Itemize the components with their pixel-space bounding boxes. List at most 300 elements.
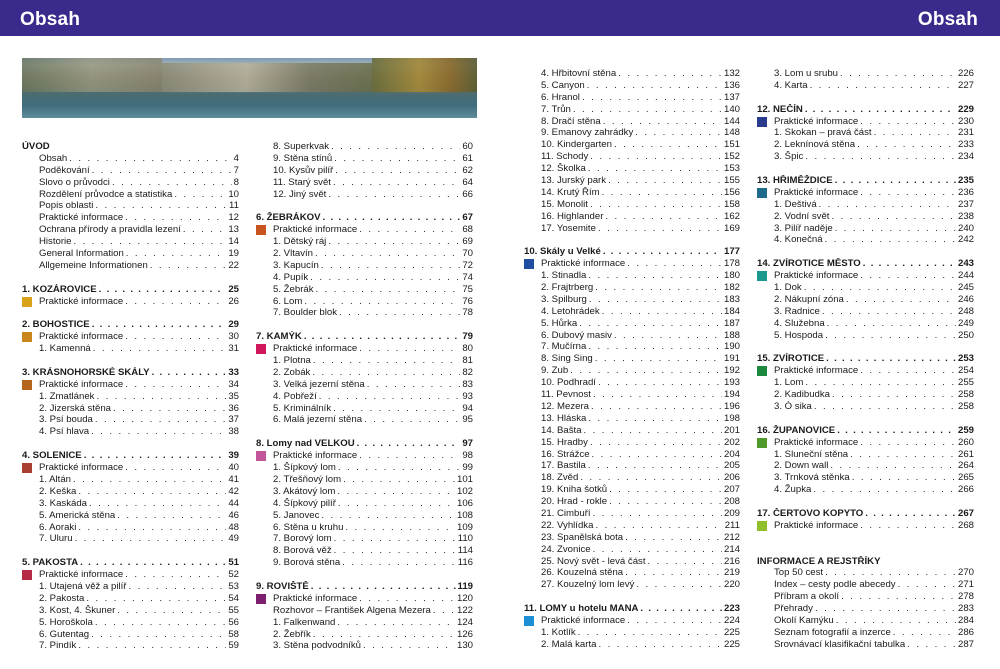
- dot-leader: [95, 200, 227, 212]
- toc-entry[interactable]: [524, 127, 740, 139]
- toc-label: 17. Yosemite: [541, 222, 596, 234]
- practical-info-entry[interactable]: [524, 258, 740, 270]
- toc-entry[interactable]: [22, 165, 239, 177]
- toc-entry[interactable]: [757, 460, 974, 472]
- toc-entry[interactable]: [22, 593, 239, 605]
- section-heading[interactable]: [22, 450, 239, 462]
- practical-info-entry[interactable]: [22, 569, 239, 581]
- dot-leader: [78, 640, 226, 652]
- section-heading[interactable]: [256, 438, 473, 450]
- toc-entry[interactable]: [524, 377, 740, 389]
- toc-entry[interactable]: [524, 116, 740, 128]
- practical-info-entry[interactable]: [22, 331, 239, 343]
- toc-entry[interactable]: [22, 605, 239, 617]
- toc-entry[interactable]: [256, 522, 473, 534]
- toc-entry[interactable]: [757, 282, 974, 294]
- toc-entry[interactable]: [524, 365, 740, 377]
- toc-entry[interactable]: [524, 508, 740, 520]
- dot-leader: [588, 270, 722, 282]
- toc-label: 11. Starý svět: [273, 176, 331, 188]
- practical-info-entry[interactable]: [757, 270, 974, 282]
- practical-info-entry[interactable]: [757, 187, 974, 199]
- toc-label: 11. Schody: [541, 151, 589, 163]
- section-heading[interactable]: [256, 212, 473, 224]
- toc-entry[interactable]: [524, 270, 740, 282]
- toc-label: 1. Skokan – pravá část: [774, 127, 872, 139]
- toc-entry[interactable]: [22, 403, 239, 415]
- page-number: 29: [228, 319, 239, 331]
- toc-label: 2. Vodní svět: [774, 210, 830, 222]
- toc-entry[interactable]: [757, 318, 974, 330]
- toc-entry[interactable]: [22, 224, 239, 236]
- toc-entry[interactable]: [524, 520, 740, 532]
- dot-leader: [73, 474, 226, 486]
- toc-entry[interactable]: [757, 484, 974, 496]
- page-number: 284: [957, 614, 974, 626]
- toc-entry[interactable]: [524, 627, 740, 639]
- dot-leader: [304, 296, 460, 308]
- toc-label: Příbram a okolí: [774, 591, 840, 603]
- toc-label: 1. Plotna: [273, 355, 311, 367]
- toc-label: 5. Horoškola: [39, 616, 93, 628]
- toc-entry[interactable]: [524, 567, 740, 579]
- practical-info-entry[interactable]: [22, 379, 239, 391]
- toc-entry[interactable]: [256, 474, 473, 486]
- toc-entry[interactable]: [256, 177, 473, 189]
- toc-label: 1. KOZÁROVICE: [22, 283, 97, 295]
- dot-leader: [367, 379, 461, 391]
- toc-entry[interactable]: [256, 141, 473, 153]
- spacer: [757, 413, 974, 425]
- page-number: 76: [462, 295, 473, 307]
- toc-entry[interactable]: [524, 389, 740, 401]
- toc-label: 5. Americká stěna: [39, 509, 116, 521]
- toc-label: 1. Utajená věž a pilíř: [39, 580, 127, 592]
- page-number: 283: [957, 603, 974, 615]
- dot-leader: [590, 151, 722, 163]
- toc-entry[interactable]: [22, 248, 239, 260]
- spacer: [256, 200, 473, 212]
- dot-leader: [334, 533, 456, 545]
- toc-label: 7. Pindík: [39, 640, 77, 652]
- toc-entry[interactable]: [524, 579, 740, 591]
- toc-entry[interactable]: [757, 639, 974, 651]
- page-number: 268: [957, 519, 974, 531]
- toc-label: 4. SOLENICE: [22, 450, 82, 462]
- section-heading[interactable]: [524, 246, 740, 258]
- dot-leader: [78, 486, 226, 498]
- toc-label: 2. Zobák: [273, 366, 311, 378]
- toc-entry[interactable]: [524, 341, 740, 353]
- dot-leader: [835, 223, 956, 235]
- toc-label: 3. KRÁSNOHORSKÉ SKÁLY: [22, 366, 150, 378]
- dot-leader: [334, 545, 456, 557]
- toc-entry[interactable]: [757, 330, 974, 342]
- toc-entry[interactable]: [256, 557, 473, 569]
- toc-entry[interactable]: [524, 92, 740, 104]
- practical-info-entry[interactable]: [256, 224, 473, 236]
- dot-leader: [609, 496, 722, 508]
- toc-entry[interactable]: [524, 460, 740, 472]
- page-number: 237: [957, 198, 974, 210]
- page-number: 12: [228, 212, 239, 224]
- practical-info-entry[interactable]: [22, 296, 239, 308]
- toc-label: 4. Letohrádek: [541, 305, 600, 317]
- toc-entry[interactable]: [757, 603, 974, 615]
- page-number: 193: [723, 377, 740, 389]
- toc-label: 6. Malá jezerní stěna: [273, 414, 363, 426]
- page-number: 194: [723, 389, 740, 401]
- toc-entry[interactable]: [22, 617, 239, 629]
- toc-label: Popis oblasti: [39, 200, 94, 212]
- toc-entry[interactable]: [22, 177, 239, 189]
- page-number: 229: [957, 103, 974, 115]
- toc-entry[interactable]: [22, 426, 239, 438]
- page-number: 183: [723, 293, 740, 305]
- toc-entry[interactable]: [256, 617, 473, 629]
- page-number: 162: [723, 210, 740, 222]
- page-title-right: Obsah: [917, 9, 978, 30]
- practical-info-entry[interactable]: [524, 615, 740, 627]
- toc-entry[interactable]: [256, 189, 473, 201]
- toc-label: 18. Zvěd: [541, 472, 579, 484]
- dot-leader: [831, 211, 956, 223]
- dot-leader: [345, 522, 455, 534]
- toc-label: 9. Emanovy zahrádky: [541, 127, 634, 139]
- toc-entry[interactable]: [757, 306, 974, 318]
- toc-entry[interactable]: [22, 510, 239, 522]
- section-heading[interactable]: [256, 331, 473, 343]
- dot-leader: [825, 567, 956, 579]
- page-number: 75: [462, 283, 473, 295]
- toc-entry[interactable]: [256, 403, 473, 415]
- page-number: 130: [456, 640, 473, 652]
- toc-entry[interactable]: [524, 472, 740, 484]
- practical-info-entry[interactable]: [256, 593, 473, 605]
- toc-entry[interactable]: [256, 355, 473, 367]
- page-number: 108: [456, 509, 473, 521]
- toc-entry[interactable]: [757, 127, 974, 139]
- spacer: [757, 92, 974, 104]
- page-number: 198: [723, 412, 740, 424]
- dot-leader: [433, 605, 455, 617]
- toc-entry[interactable]: [757, 211, 974, 223]
- toc-entry[interactable]: [22, 474, 239, 486]
- toc-entry[interactable]: [524, 68, 740, 80]
- toc-entry[interactable]: [256, 605, 473, 617]
- practical-info-entry[interactable]: [757, 437, 974, 449]
- toc-entry[interactable]: [757, 68, 974, 80]
- toc-entry[interactable]: [757, 472, 974, 484]
- practical-info-entry[interactable]: [256, 343, 473, 355]
- toc-entry[interactable]: [256, 296, 473, 308]
- dot-leader: [96, 391, 226, 403]
- section-heading[interactable]: [757, 425, 974, 437]
- toc-entry[interactable]: [22, 260, 239, 272]
- section-heading[interactable]: [757, 104, 974, 116]
- toc-entry[interactable]: [524, 449, 740, 461]
- toc-label: 4. Župka: [774, 484, 812, 496]
- toc-label: 8. Borová věž: [273, 545, 332, 557]
- toc-entry[interactable]: [524, 401, 740, 413]
- section-heading[interactable]: [757, 508, 974, 520]
- toc-entry[interactable]: [256, 545, 473, 557]
- toc-entry[interactable]: [256, 272, 473, 284]
- toc-label: 13. HŘIMĚŽDICE: [757, 175, 833, 187]
- toc-entry[interactable]: [524, 223, 740, 235]
- toc-entry[interactable]: [524, 306, 740, 318]
- dot-leader: [603, 246, 722, 258]
- toc-entry[interactable]: [256, 153, 473, 165]
- page-number: 240: [957, 222, 974, 234]
- toc-entry[interactable]: [524, 353, 740, 365]
- toc-label: Praktické informace: [39, 462, 124, 474]
- toc-entry[interactable]: [256, 367, 473, 379]
- toc-label: General Information: [39, 248, 124, 260]
- toc-entry[interactable]: [757, 615, 974, 627]
- dot-leader: [625, 532, 722, 544]
- toc-entry[interactable]: [524, 80, 740, 92]
- toc-label: 1. Kamenná: [39, 343, 91, 355]
- toc-entry[interactable]: [524, 175, 740, 187]
- toc-entry[interactable]: [256, 260, 473, 272]
- section-heading[interactable]: [757, 175, 974, 187]
- dot-leader: [80, 557, 226, 569]
- toc-entry[interactable]: [757, 223, 974, 235]
- toc-entry[interactable]: [757, 80, 974, 92]
- page-number: 61: [462, 152, 473, 164]
- toc-entry[interactable]: [22, 640, 239, 652]
- toc-label: 4. Hřbitovní stěna: [541, 68, 617, 79]
- toc-entry[interactable]: [22, 189, 239, 201]
- section-heading[interactable]: [22, 141, 239, 153]
- toc-entry[interactable]: [757, 389, 974, 401]
- toc-entry[interactable]: [757, 449, 974, 461]
- toc-entry[interactable]: [524, 413, 740, 425]
- page-number: 102: [456, 485, 473, 497]
- dot-leader: [323, 212, 461, 224]
- toc-entry[interactable]: [256, 391, 473, 403]
- dot-leader: [860, 116, 956, 128]
- toc-entry[interactable]: [22, 200, 239, 212]
- toc-entry[interactable]: [256, 498, 473, 510]
- page-number: 259: [957, 424, 974, 436]
- toc-entry[interactable]: [256, 510, 473, 522]
- toc-entry[interactable]: [524, 282, 740, 294]
- toc-entry[interactable]: [22, 581, 239, 593]
- section-heading[interactable]: [22, 319, 239, 331]
- page-number: 14: [228, 236, 239, 248]
- section-heading[interactable]: [757, 258, 974, 270]
- toc-entry[interactable]: [22, 533, 239, 545]
- page-number: 44: [228, 497, 239, 509]
- toc-entry[interactable]: [256, 533, 473, 545]
- toc-entry[interactable]: [256, 462, 473, 474]
- dot-leader: [813, 484, 956, 496]
- dot-leader: [333, 403, 460, 415]
- toc-entry[interactable]: [256, 629, 473, 641]
- toc-entry[interactable]: [256, 248, 473, 260]
- section-color-square: [757, 366, 767, 376]
- page-number: 258: [957, 389, 974, 401]
- toc-label: 5. Hůrka: [541, 317, 578, 329]
- toc-entry[interactable]: [524, 211, 740, 223]
- dot-leader: [614, 330, 722, 342]
- practical-info-entry[interactable]: [757, 365, 974, 377]
- toc-label: 7. Trůn: [541, 103, 571, 115]
- toc-entry[interactable]: [757, 377, 974, 389]
- toc-label: 1. Dětský ráj: [273, 236, 327, 248]
- toc-label: 2. Down wall: [774, 460, 829, 472]
- toc-entry[interactable]: [524, 544, 740, 556]
- toc-entry[interactable]: [757, 234, 974, 246]
- toc-entry[interactable]: [256, 165, 473, 177]
- section-heading[interactable]: [22, 557, 239, 569]
- toc-label: 10. Podhradí: [541, 377, 596, 389]
- toc-label: 2. Žebřík: [273, 628, 311, 640]
- toc-entry[interactable]: [757, 627, 974, 639]
- page-number: 124: [456, 616, 473, 628]
- page-number: 93: [462, 390, 473, 402]
- page-number: 266: [957, 484, 974, 496]
- page-number: 62: [462, 164, 473, 176]
- toc-label: 1. Sluneční stěna: [774, 448, 849, 460]
- toc-entry[interactable]: [524, 425, 740, 437]
- toc-entry[interactable]: [757, 294, 974, 306]
- toc-entry[interactable]: [22, 236, 239, 248]
- toc-entry[interactable]: [256, 284, 473, 296]
- toc-label: 2. Kadibudka: [774, 389, 831, 401]
- toc-entry[interactable]: [22, 498, 239, 510]
- toc-entry[interactable]: [757, 151, 974, 163]
- toc-entry[interactable]: [256, 236, 473, 248]
- page-number: 216: [723, 555, 740, 567]
- toc-entry[interactable]: [256, 640, 473, 652]
- dot-leader: [328, 189, 460, 201]
- practical-info-entry[interactable]: [757, 520, 974, 532]
- toc-entry[interactable]: [524, 532, 740, 544]
- toc-entry[interactable]: [524, 318, 740, 330]
- page-number: 33: [228, 366, 239, 378]
- dot-leader: [635, 127, 722, 139]
- page-number: 255: [957, 377, 974, 389]
- dot-leader: [310, 272, 460, 284]
- toc-entry[interactable]: [524, 163, 740, 175]
- dot-leader: [582, 92, 722, 104]
- toc-column-3: [524, 68, 740, 651]
- dot-leader: [338, 462, 460, 474]
- toc-label: 5. Janovec: [273, 509, 320, 521]
- toc-label: 8. Sing Sing: [541, 353, 593, 365]
- toc-label: 8. Dračí stěna: [541, 115, 601, 127]
- dot-leader: [78, 522, 226, 534]
- toc-entry[interactable]: [757, 139, 974, 151]
- dot-leader: [339, 307, 460, 319]
- dot-leader: [898, 579, 956, 591]
- toc-entry[interactable]: [256, 379, 473, 391]
- toc-entry[interactable]: [757, 199, 974, 211]
- page-number: 250: [957, 329, 974, 341]
- section-heading[interactable]: [22, 284, 239, 296]
- toc-label: 11. Pevnost: [541, 389, 591, 401]
- page-number: 220: [723, 579, 740, 591]
- page-number: 177: [723, 246, 740, 258]
- toc-label: Allgemeine Informationen: [39, 259, 148, 271]
- toc-entry[interactable]: [22, 212, 239, 224]
- toc-entry[interactable]: [757, 567, 974, 579]
- dot-leader: [860, 187, 956, 199]
- toc-entry[interactable]: [757, 579, 974, 591]
- toc-entry[interactable]: [22, 486, 239, 498]
- toc-entry[interactable]: [22, 522, 239, 534]
- section-heading[interactable]: [524, 603, 740, 615]
- section-heading[interactable]: [256, 581, 473, 593]
- practical-info-entry[interactable]: [757, 116, 974, 128]
- page-number: 207: [723, 484, 740, 496]
- section-heading[interactable]: [757, 556, 974, 568]
- section-heading[interactable]: [22, 367, 239, 379]
- toc-label: Historie: [39, 236, 72, 248]
- toc-entry[interactable]: [524, 199, 740, 211]
- practical-info-entry[interactable]: [22, 462, 239, 474]
- dot-leader: [860, 270, 956, 282]
- toc-entry[interactable]: [524, 496, 740, 508]
- page-number: 187: [723, 317, 740, 329]
- section-heading[interactable]: [757, 353, 974, 365]
- toc-label: Rozdělení průvodce a statistika: [39, 188, 173, 200]
- toc-entry[interactable]: [22, 391, 239, 403]
- toc-entry[interactable]: [22, 153, 239, 165]
- toc-entry[interactable]: [524, 151, 740, 163]
- toc-entry[interactable]: [256, 414, 473, 426]
- dot-leader: [580, 472, 722, 484]
- toc-label: 1. Zmatlánek: [39, 390, 95, 402]
- section-color-square: [22, 570, 32, 580]
- toc-entry[interactable]: [757, 401, 974, 413]
- toc-entry[interactable]: [757, 591, 974, 603]
- dot-leader: [89, 498, 226, 510]
- toc-label: 1. Šípkový lom: [273, 462, 336, 474]
- dot-leader: [74, 236, 227, 248]
- toc-entry[interactable]: [22, 414, 239, 426]
- toc-entry[interactable]: [524, 437, 740, 449]
- spacer: [256, 319, 473, 331]
- dot-leader: [112, 177, 232, 189]
- toc-entry[interactable]: [524, 187, 740, 199]
- practical-info-entry[interactable]: [256, 450, 473, 462]
- toc-entry[interactable]: [256, 307, 473, 319]
- page-number: 116: [457, 557, 473, 569]
- page-number: 81: [462, 355, 473, 367]
- toc-label: Praktické informace: [273, 224, 358, 236]
- toc-label: Praktické informace: [39, 331, 124, 343]
- page-number: 101: [456, 473, 473, 485]
- toc-entry[interactable]: [524, 104, 740, 116]
- page-number: 82: [462, 366, 473, 378]
- toc-entry[interactable]: [524, 330, 740, 342]
- toc-entry[interactable]: [524, 639, 740, 651]
- toc-entry[interactable]: [22, 343, 239, 355]
- toc-entry[interactable]: [524, 139, 740, 151]
- toc-entry[interactable]: [524, 294, 740, 306]
- dot-leader: [590, 437, 722, 449]
- toc-entry[interactable]: [256, 486, 473, 498]
- toc-label: 3. Radnice: [774, 305, 820, 317]
- toc-entry[interactable]: [524, 556, 740, 568]
- toc-label: 3. Kaskáda: [39, 497, 88, 509]
- toc-entry[interactable]: [22, 629, 239, 641]
- toc-entry[interactable]: [524, 484, 740, 496]
